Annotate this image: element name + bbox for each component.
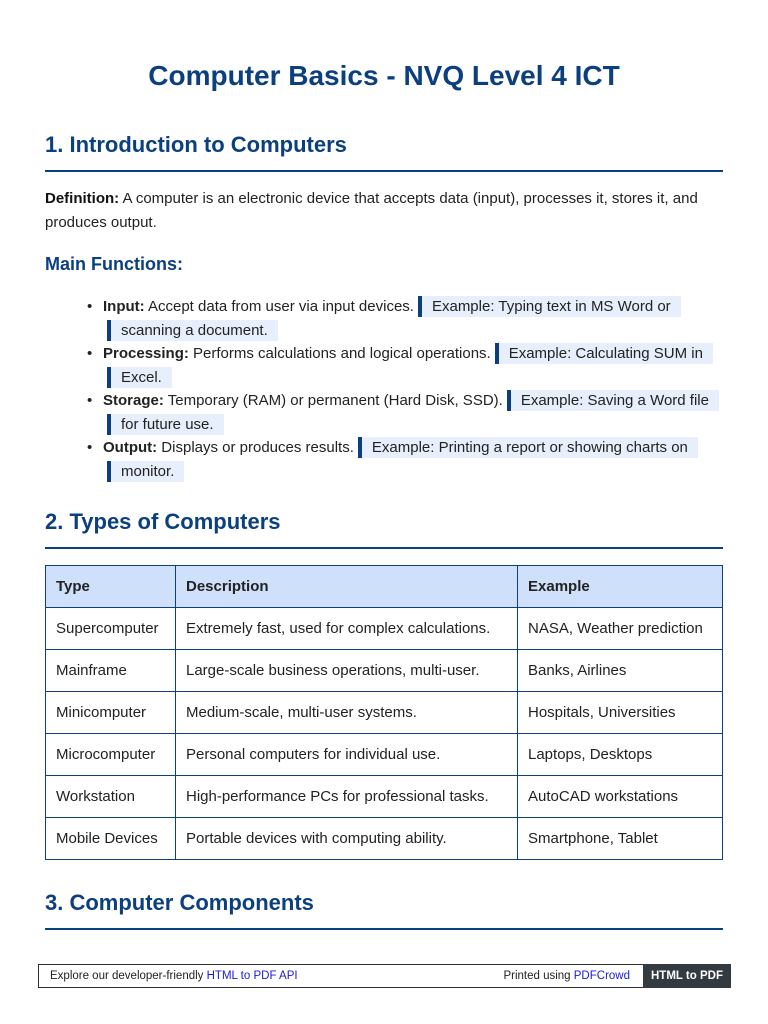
example-callout: Example: Calculating SUM in Excel. xyxy=(107,343,713,388)
example-callout: Example: Saving a Word file for future use. xyxy=(107,390,719,435)
table-cell-type: Minicomputer xyxy=(46,692,176,734)
table-row xyxy=(46,818,723,860)
function-text: Performs calculations and logical operations. xyxy=(188,345,491,362)
html-to-pdf-api-link[interactable]: HTML to PDF API xyxy=(206,970,298,982)
function-label: Output: xyxy=(103,439,158,456)
section-heading-types: 2. Types of Computers xyxy=(45,507,723,549)
function-label: Storage: xyxy=(103,392,164,409)
table-cell-type: Microcomputer xyxy=(46,734,176,776)
table-cell-description: Personal computers for individual use. xyxy=(176,734,518,776)
page-title: Computer Basics - NVQ Level 4 ICT xyxy=(148,60,620,91)
table-cell-type: Supercomputer xyxy=(46,608,176,650)
footer-printed-text: Printed using xyxy=(503,970,574,982)
table-row xyxy=(46,776,723,818)
table-row xyxy=(46,692,723,734)
column-header-example: Example xyxy=(518,566,723,608)
footer-left-text xyxy=(50,965,298,987)
pdfcrowd-footer-bar xyxy=(38,964,731,988)
footer-promo-text: Explore our developer-friendly xyxy=(50,970,207,982)
table-row xyxy=(46,608,723,650)
functions-list xyxy=(45,295,723,483)
table-cell-type: Workstation xyxy=(46,776,176,818)
definition-paragraph xyxy=(45,187,723,234)
example-callout: Example: Printing a report or showing charts on monitor. xyxy=(107,437,698,482)
definition-text: A computer is an electronic device that accepts data (input), processes it, stores it, and produces output. xyxy=(45,190,698,231)
section-heading-introduction: 1. Introduction to Computers xyxy=(45,130,723,172)
column-header-description: Description xyxy=(176,566,518,608)
function-text: Displays or produces results. xyxy=(157,439,354,456)
table-cell-description: Portable devices with computing ability. xyxy=(176,818,518,860)
function-text: Accept data from user via input devices. xyxy=(144,298,414,315)
computer-types-table xyxy=(45,565,723,860)
table-cell-example: Laptops, Desktops xyxy=(518,734,723,776)
main-functions-heading: Main Functions: xyxy=(45,254,183,274)
table-cell-example: Banks, Airlines xyxy=(518,650,723,692)
list-item xyxy=(103,389,723,436)
footer-right-text xyxy=(503,965,630,987)
list-item xyxy=(103,295,723,342)
column-header-type: Type xyxy=(46,566,176,608)
table-cell-description: Medium-scale, multi-user systems. xyxy=(176,692,518,734)
table-cell-type: Mainframe xyxy=(46,650,176,692)
table-header-row xyxy=(46,566,723,608)
function-label: Processing: xyxy=(103,345,189,362)
pdfcrowd-link[interactable]: PDFCrowd xyxy=(573,970,630,982)
table-cell-description: Large-scale business operations, multi-user. xyxy=(176,650,518,692)
table-row xyxy=(46,734,723,776)
function-text: Temporary (RAM) or permanent (Hard Disk, SSD). xyxy=(163,392,503,409)
section-heading-components: 3. Computer Components xyxy=(45,888,723,930)
table-row xyxy=(46,650,723,692)
function-label: Input: xyxy=(103,298,145,315)
table-cell-description: High-performance PCs for professional tasks. xyxy=(176,776,518,818)
table-cell-example: Smartphone, Tablet xyxy=(518,818,723,860)
table-cell-description: Extremely fast, used for complex calculations. xyxy=(176,608,518,650)
table-cell-example: AutoCAD workstations xyxy=(518,776,723,818)
html-to-pdf-button[interactable]: HTML to PDF xyxy=(643,964,731,988)
table-cell-example: Hospitals, Universities xyxy=(518,692,723,734)
table-cell-type: Mobile Devices xyxy=(46,818,176,860)
table-cell-example: NASA, Weather prediction xyxy=(518,608,723,650)
definition-label: Definition: xyxy=(45,190,120,207)
example-callout: Example: Typing text in MS Word or scanning a document. xyxy=(107,296,681,341)
list-item xyxy=(103,342,723,389)
list-item xyxy=(103,436,723,483)
